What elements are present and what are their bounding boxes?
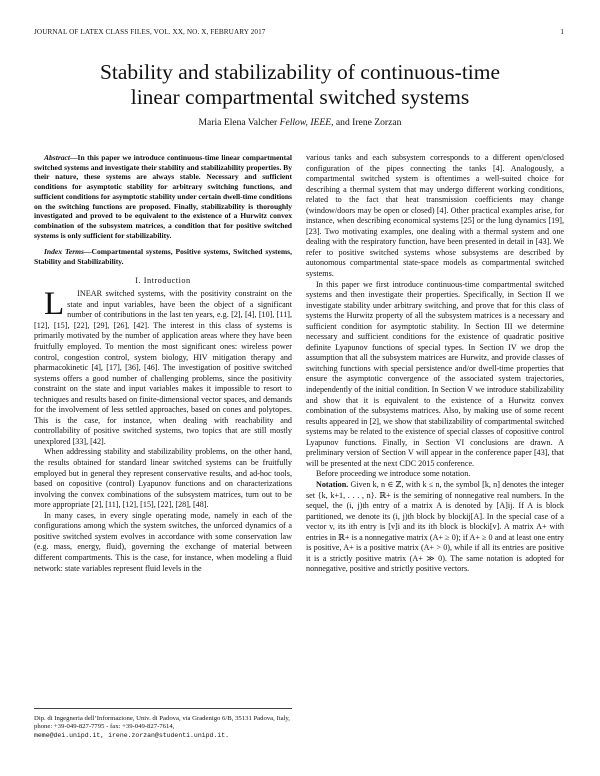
notation-paragraph: [306, 480, 564, 575]
footnote-emails: meme@dei.unipd.it, irene.zorzan@studenti.unipd.it.: [34, 731, 230, 739]
title-line-2: linear compartmental switched systems: [130, 85, 470, 109]
right-paragraph-1: various tanks and each subsystem corresponds to a different open/closed configuration of the pipes connecting the tanks [4]. Analogously, a compartmental switched system is oftentimes a well-suited choice for describing a thermal system that may undergo different working conditions, related to the fact that heat transmission coefficients may change (window/doors may be open or closed) [4]. Other practical examples arise, for instance, when describing economical systems [25] or the lung dynamics [19], [23]. Two motivating examples, one dealing with a thermal system and one dealing with the respiratory function, have been presented in detail in [43]. We refer to positive switched systems whose subsystems are described by autonomous compartmental state-space models as compartmental switched systems.: [306, 153, 564, 279]
author-connector: and Irene Zorzan: [335, 117, 402, 128]
notation-text: Given k, n ∈ ℤ, with k ≤ n, the symbol [k, n] denotes the integer set {k, k+1, . . . , n}. ℝ+ is the semiring of nonnegative real numbers. In the sequel, the (i, j)th entry of a matrix A is denoted by [A]ij. If A is block partitioned, we denote its (i, j)th block by blockij[A]. In the special case of a vector v, its ith entry is [v]i and its ith block is blocki[v]. A matrix A+ with entries in ℝ+ is a nonnegative matrix (A+ ≥ 0); if A+ ≥ 0 and at least one entry is positive, A+ is a positive matrix (A+ > 0), while if all its entries are positive it is a strictly positive matrix (A+ ≫ 0). The same notation is adopted for nonnegative, positive and strictly positive vectors.: [306, 479, 564, 574]
footnote-affiliation: Dip. di Ingegneria dell’Informazione, Univ. di Padova, via Gradenigo 6/B, 35131 Padova, Italy, phone: +39-049-827-7795 - fax: +39-049-827-7614,: [34, 715, 290, 731]
right-paragraph-3: Before proceeding we introduce some notation.: [316, 469, 471, 479]
page-number: 1: [560, 28, 564, 36]
author-1: Maria Elena Valcher: [198, 117, 278, 128]
intro-paragraph-2: When addressing stability and stabilizability problems, on the other hand, the results obtained for standard linear switched systems can be fruitfully employed but in general they represent conservative results, and ad-hoc tools, based on copositive (control) Lyapunov functions and on characterizations involving the convex combinations of the subsystem matrices, turn out to be more appropriate [2], [11], [12], [15], [22], [28], [48].: [34, 447, 292, 510]
index-terms-text: —Compartmental systems, Positive systems, Switched systems, Stability and Stabilizability.: [34, 247, 293, 267]
author-1-title: Fellow, IEEE,: [279, 117, 334, 128]
abstract: [34, 153, 292, 240]
drop-cap: L: [44, 286, 65, 323]
title-line-1: Stability and stabilizability of continuous-time: [99, 60, 501, 84]
intro-paragraph-1-text: INEAR switched systems, with the positivity constraint on the state and input variables, have been the object of a significant number of contributions in the last ten years, e.g. [2], [4], [10], [11], [12], [15], [22], [29], [26], [42]. The interest in this class of systems is primarily motivated by the number of application areas where they have been fruitfully employed. To mention the most significant ones: wireless power control, congestion control, system biology, HIV mitigation therapy and pharmacokinetic [4], [17], [36], [46]. The investigation of positive switched systems offers a good number of challenging problems, since the positivity constraint on the state and input variables makes it impossible to resort to techniques and results based on finite-dimensional vector spaces, and demands for the involvement of less settled approaches, based on cones and polytopes. This is the case, for instance, when dealing with reachability and controllability of positive switched systems, two topics that are still mostly unexplored [33], [42].: [34, 289, 292, 446]
affiliation-footnote: [34, 708, 292, 740]
notation-label: Notation.: [316, 479, 349, 489]
journal-header: JOURNAL OF LATEX CLASS FILES, VOL. XX, NO. X, FEBRUARY 2017: [34, 28, 266, 36]
intro-paragraph-3: In many cases, in every single operating mode, namely in each of the configurations among which the system switches, the unforced dynamics of a positive switched system evolves in accordance with some conservation law (e.g. mass, energy, fluid), governing the exchange of material between different compartments. This is the case, for instance, when modeling a fluid network: state variables represent fluid levels in the: [34, 510, 292, 573]
abstract-label: Abstract: [44, 153, 70, 162]
left-column: [34, 153, 292, 574]
intro-paragraph-1: [34, 286, 292, 447]
right-paragraph-2: In this paper we first introduce continuous-time compartmental switched systems and then investigate their properties. Specifically, in Section II we investigate stability under arbitrary switching, and prove that for this class of systems the Hurwitz property of all the subsystem matrices is a necessary and sufficient condition for asymptotic stability. In Section III we determine necessary and sufficient conditions for the existence of quadratic positive definite Lyapunov functions of special types. In Section IV we drop the assumption that all the subsystem matrices are Hurwitz, and provide classes of switching functions with special persistence and/or dwell-time properties that ensure the asymptotic convergence of the associated system trajectories, independently of the initial condition. In Section V we introduce stabilizability and show that it is equivalent to the existence of a Hurwitz convex combination of the subsystems matrices. Also, by making use of some recent results appeared in [2], we show that stabilizability of compartmental switched systems may be related to the existence of special classes of copositive control Lyapunov functions. Finally, in Section VI conclusions are drawn. A preliminary version of Section V will appear in the conference paper [43], that will be presented at the next CDC 2015 conference.: [306, 279, 564, 468]
author-line: [0, 117, 600, 128]
paper-title: [0, 60, 600, 110]
index-terms: [34, 247, 292, 266]
right-column: [306, 153, 564, 575]
section-heading-introduction: I. Introduction: [135, 275, 191, 285]
abstract-text: —In this paper we introduce continuous-time linear compartmental switched systems and investigate their stability and stabilizability properties. By their nature, these systems are always stable. Necessary and sufficient conditions for asymptotic stability for arbitrary switching functions, and sufficient conditions for asymptotic stability under certain dwell-time conditions on the switching functions are proposed. Finally, stabilizability is thoroughly investigated and proved to be equivalent to the existence of a Hurwitz convex combination of the subsystem matrices, a condition that for positive switched systems is only sufficient for stabilizability.: [34, 153, 292, 240]
index-terms-label: Index Terms: [44, 247, 84, 257]
